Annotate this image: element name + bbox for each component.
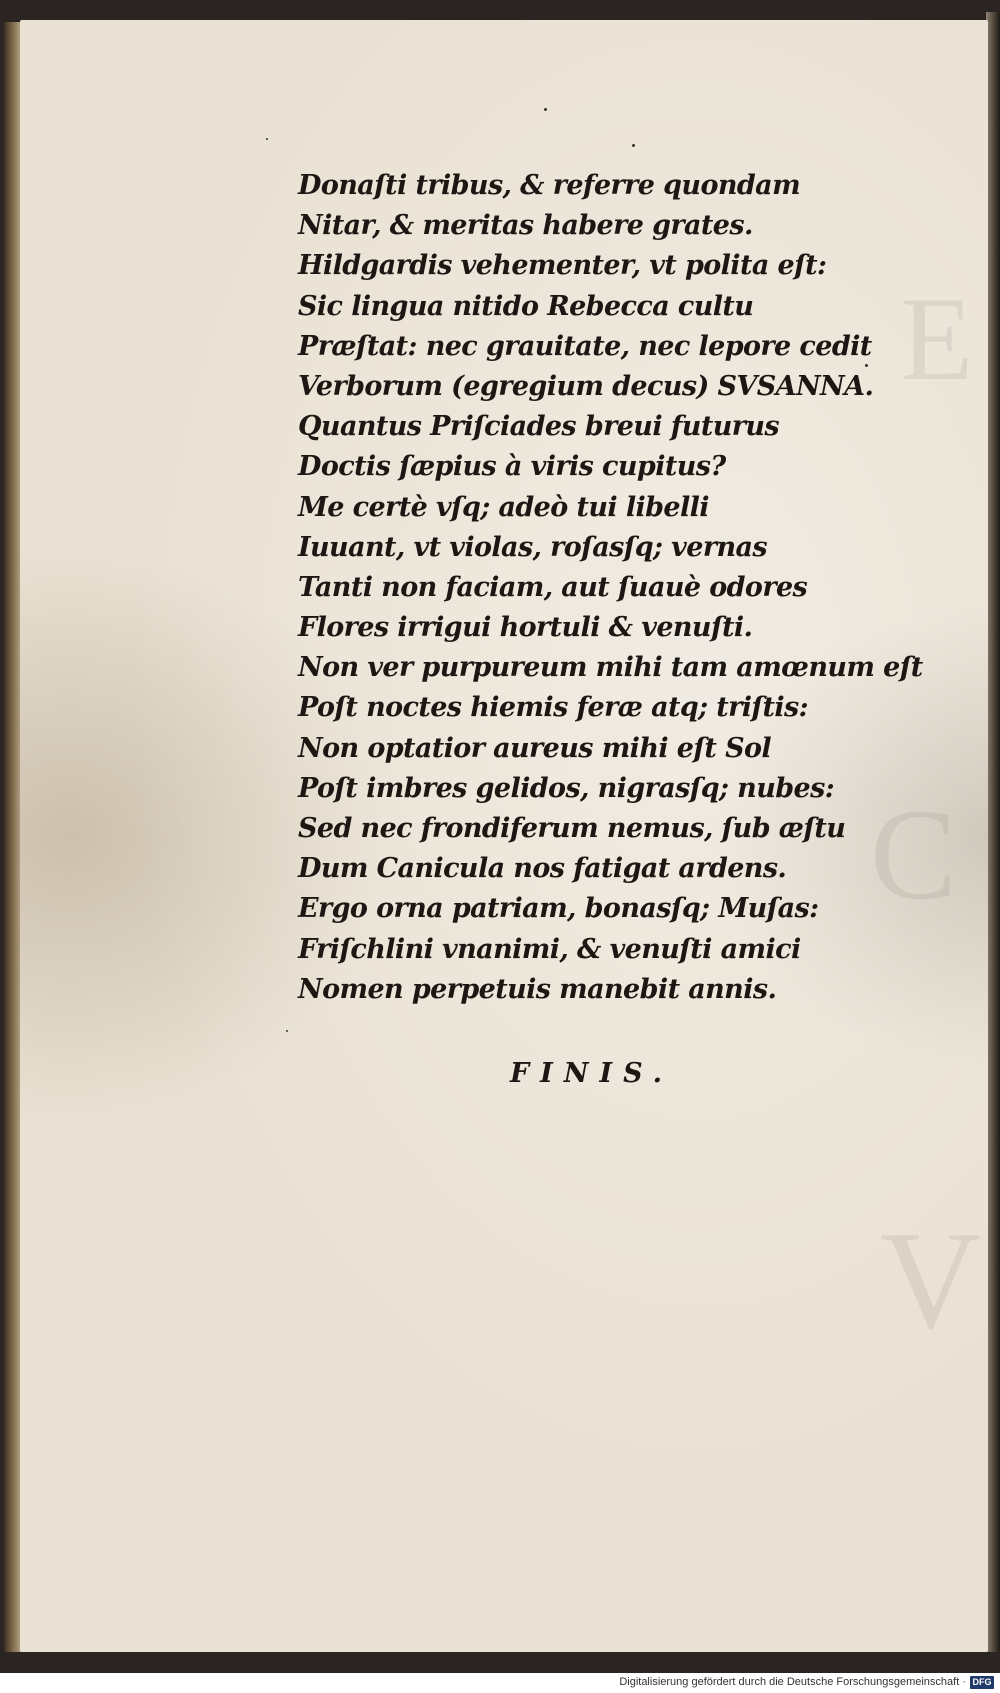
verse-line: Non ver purpureum mihi tam amœnum eſt — [298, 652, 923, 684]
verse-line: Tanti non faciam, aut ſuauè odores — [298, 571, 808, 603]
ink-speck — [632, 144, 635, 147]
ink-speck — [865, 364, 868, 367]
ink-speck — [286, 1030, 288, 1032]
verse-line: Sed nec frondiferum nemus, ſub æſtu — [298, 813, 846, 844]
verse-line: Hildgardis vehementer, vt polita eſt: — [298, 250, 827, 282]
verse-line: Donaſti tribus, & referre quondam — [298, 170, 801, 201]
verse-line: Nomen perpetuis manebit annis. — [298, 973, 777, 1005]
verse-line: Friſchlini vnanimi, & venuſti amici — [298, 933, 801, 965]
verse-line: Poſt imbres gelidos, nigrasſq; nubes: — [298, 772, 835, 804]
verse-line: Nitar, & meritas habere grates. — [298, 210, 753, 242]
verse-line: Præſtat: nec grauitate, nec lepore cedit — [298, 330, 872, 362]
poem-text — [298, 166, 923, 1010]
verse-line: Me certè vſq; adeò tui libelli — [298, 491, 709, 523]
ink-speck — [266, 138, 268, 140]
verse-line: Ergo orna patriam, bonasſq; Muſas: — [298, 893, 819, 925]
ink-speck — [544, 108, 547, 111]
finis-label: FINIS. — [510, 1058, 674, 1089]
bleed-through-mark: C — [870, 783, 957, 927]
verse-line: Dum Canicula nos fatigat ardens. — [298, 853, 787, 885]
verse-line: Doctis ſæpius à viris cupitus? — [298, 451, 726, 483]
page-edge-right — [986, 12, 1000, 1652]
footer-credit: Digitalisierung gefördert durch die Deutsche Forschungsgemeinschaft · — [619, 1676, 966, 1688]
verse-line: Poſt noctes hiemis feræ atq; triſtis: — [298, 692, 808, 724]
verse-line: Verborum (egregium decus) SVSANNA. — [298, 370, 874, 402]
verse-line: Iuuant, vt violas, roſasſq; vernas — [298, 531, 767, 563]
dfg-logo: DFG — [970, 1676, 994, 1689]
verse-line: Non optatior aureus mihi eſt Sol — [298, 732, 772, 764]
footer-bar — [0, 1673, 1000, 1693]
verse-line: Flores irrigui hortuli & venuſti. — [298, 612, 753, 644]
bleed-through-mark: E — [900, 272, 974, 405]
verse-line: Sic lingua nitido Rebecca cultu — [298, 290, 754, 322]
bleed-through-mark: V — [880, 1203, 982, 1358]
verse-line: Quantus Priſciades breui futurus — [298, 411, 779, 443]
